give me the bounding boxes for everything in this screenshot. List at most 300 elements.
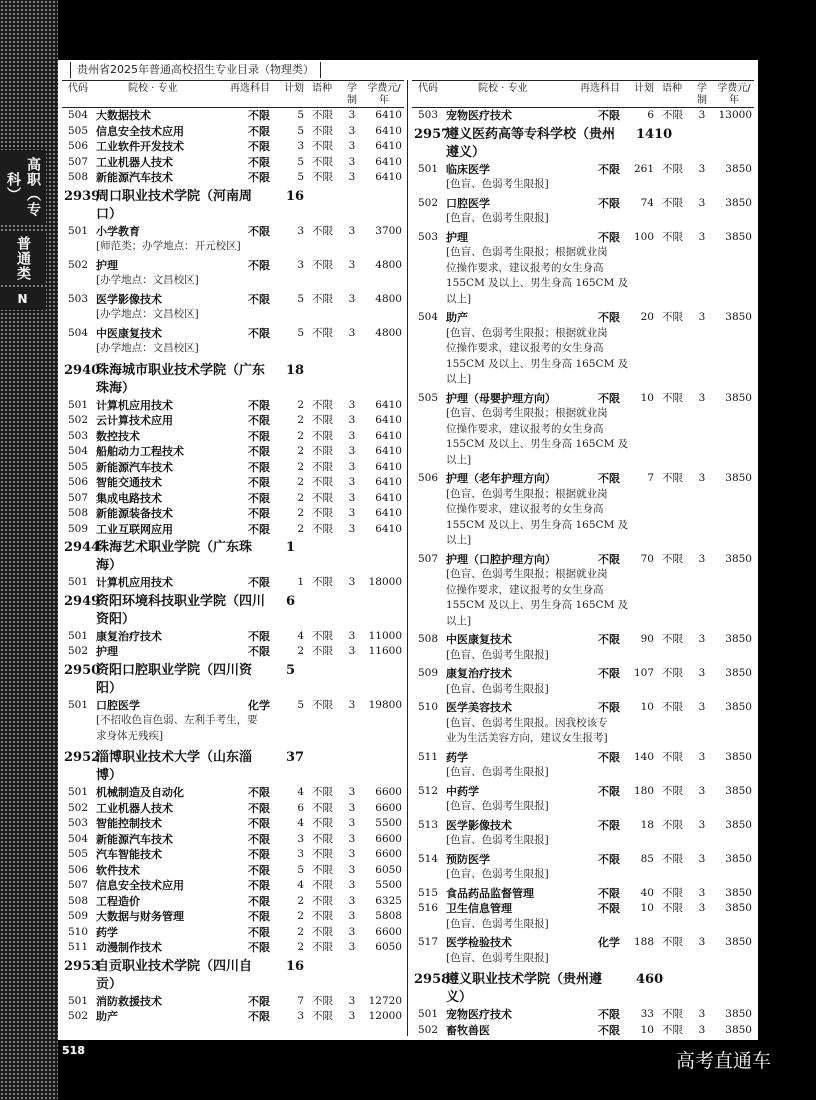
major-name: 助产 [446,311,468,324]
major-fee: 3700 [375,224,402,237]
major-name: 大数据技术 [96,109,151,122]
column-divider [407,80,408,1036]
major-language: 不限 [312,801,333,814]
header-code: 代码 [418,83,438,94]
major-code: 506 [418,472,439,484]
major-code: 507 [68,879,89,891]
major-language: 不限 [312,645,333,657]
major-name: 机械制造及自动化 [96,786,184,799]
major-code: 512 [418,784,439,797]
major-subject: 不限 [248,476,270,489]
major-plan: 85 [640,852,654,865]
major-language: 不限 [662,936,683,948]
column-header [412,80,754,108]
major-subject: 化学 [598,936,620,949]
school-code: 2949 [64,593,101,609]
major-system: 3 [698,750,706,763]
major-row [62,1009,404,1025]
major-code: 502 [68,258,89,271]
major-plan: 3 [297,832,304,845]
major-fee: 3850 [725,852,752,865]
major-note: 位操作要求，建议报考的女生身高 [446,261,604,274]
major-subject: 不限 [248,832,270,846]
major-subject: 不限 [248,140,270,153]
major-row [62,878,404,894]
major-language: 不限 [312,258,333,271]
major-code: 503 [68,817,89,829]
major-fee: 18000 [368,576,402,588]
major-fee: 5500 [375,817,402,829]
major-subject: 不限 [248,398,270,412]
header-plan: 计划 [284,83,304,94]
school-heading [62,186,404,224]
major-name: 药学 [96,925,118,939]
major-code: 504 [68,109,89,121]
school-name-cont: 阳） [96,680,123,696]
major-plan: 4 [297,879,304,891]
school-name: 淄博职业技术大学（山东淄 [96,750,253,765]
major-plan: 18 [640,818,654,831]
major-subject: 不限 [248,224,270,238]
major-note: [色盲、色弱考生限报] [446,917,549,930]
major-name: 智能交通技术 [96,476,162,489]
major-system: 3 [348,879,356,891]
school-code: 2944 [64,540,101,555]
major-name: 新能源汽车技术 [96,171,173,184]
major-code: 517 [418,936,439,948]
major-plan: 2 [297,925,304,938]
school-name-cont: 贡） [96,976,123,992]
major-system: 3 [348,155,356,168]
major-system: 3 [348,292,356,305]
major-code: 501 [68,698,89,711]
major-system: 3 [348,476,356,488]
major-fee: 3850 [725,784,752,797]
school-name: 珠海城市职业技术学院（广东 [96,362,266,378]
major-note: 求身体无残疾] [96,729,164,742]
major-fee: 6410 [375,140,402,152]
major-plan: 140 [634,750,655,763]
major-system: 3 [698,1023,706,1036]
major-name: 药学 [446,750,468,764]
major-subject: 不限 [598,886,620,900]
major-system: 3 [698,701,706,713]
major-row [412,1007,754,1023]
major-plan: 100 [634,230,655,243]
major-note: 位操作要求，建议报考的女生身高 [446,503,604,515]
major-language: 不限 [662,391,683,404]
major-system: 3 [698,162,706,175]
major-fee: 3850 [725,1008,752,1020]
major-note: [办学地点：文昌校区] [96,274,199,286]
right-entries [412,108,754,1038]
major-system: 3 [348,109,356,121]
major-name: 软件技术 [96,863,140,877]
major-row [412,750,754,766]
major-code: 509 [68,910,89,922]
major-name: 计算机应用技术 [96,576,173,589]
major-code: 508 [68,894,89,907]
major-plan: 6 [647,109,654,121]
major-language: 不限 [312,224,333,237]
major-subject: 不限 [248,491,270,505]
major-subject: 不限 [248,576,270,589]
major-code: 501 [418,1008,439,1020]
major-code: 504 [68,832,89,845]
school-name: 资阳环境科技职业学院（四川 [96,593,266,609]
page-number: 518 [62,1044,85,1057]
major-plan: 2 [297,460,304,473]
major-name: 汽车智能技术 [96,848,162,861]
major-system: 3 [348,491,356,504]
major-fee: 6600 [375,925,402,938]
major-row [412,818,754,834]
school-name: 遵义医药高等专科学校（贵州 [446,126,616,142]
major-note: 以上] [446,614,472,627]
major-row [62,108,404,124]
major-row [62,224,404,240]
major-system: 3 [348,910,356,922]
header-system: 学制 [697,83,707,106]
major-name: 工业软件开发技术 [96,140,184,153]
major-plan: 2 [297,910,304,922]
major-name: 康复治疗技术 [96,629,162,643]
major-name: 护理（老年护理方向） [446,472,556,485]
major-note: 155CM 及以上、男生身高 165CM 及 [446,518,629,531]
major-plan: 1 [297,576,304,588]
major-row [62,326,404,342]
school-heading [412,124,754,162]
major-system: 3 [348,326,356,339]
school-total-plan: 5 [286,662,296,678]
major-fee: 3850 [725,311,752,323]
major-code: 515 [418,886,439,899]
major-language: 不限 [662,633,683,645]
major-plan: 5 [297,124,304,137]
major-note: [师范类；办学地点：开元校区] [96,240,241,252]
major-fee: 4800 [375,258,402,271]
major-row [62,491,404,507]
major-plan: 7 [297,994,304,1007]
major-note: [办学地点：文昌校区] [96,308,199,320]
major-code: 511 [68,941,89,953]
major-subject: 不限 [598,109,620,122]
major-name: 宠物医疗技术 [446,1008,512,1021]
major-system: 3 [698,1008,706,1020]
major-code: 507 [68,155,89,168]
major-row [412,632,754,648]
major-language: 不限 [312,109,333,121]
major-language: 不限 [312,832,333,845]
major-plan: 4 [297,817,304,829]
major-row [62,429,404,445]
school-name: 资阳口腔职业学院（四川资 [96,662,253,678]
major-fee: 6410 [375,476,402,488]
major-system: 3 [698,391,706,404]
major-row [412,784,754,800]
major-name: 动漫制作技术 [96,941,162,954]
major-plan: 2 [297,491,304,504]
header-subject: 再选科目 [580,83,620,94]
major-fee: 4800 [375,292,402,305]
major-system: 3 [348,429,356,442]
major-system: 3 [348,817,356,829]
major-name: 助产 [96,1010,118,1023]
major-subject: 不限 [248,994,270,1008]
header-fee: 学费元/年 [367,83,401,106]
school-code: 2958 [414,972,451,987]
major-row [62,801,404,817]
major-row [412,886,754,902]
major-row [62,785,404,801]
major-plan: 2 [297,522,304,535]
major-row [62,460,404,476]
major-system: 3 [348,941,356,953]
major-subject: 不限 [248,801,270,815]
major-code: 501 [68,786,89,798]
school-heading [62,660,404,698]
school-code: 2957 [414,126,451,142]
school-total-plan: 1410 [636,126,673,142]
major-system: 3 [348,698,356,711]
major-subject: 不限 [248,894,270,908]
major-row [62,698,404,714]
major-code: 501 [68,629,89,642]
major-code: 502 [418,196,439,209]
major-plan: 3 [297,140,304,152]
major-language: 不限 [312,414,333,426]
major-plan: 10 [640,701,654,713]
major-plan: 188 [634,936,655,948]
major-code: 502 [418,1023,439,1036]
major-language: 不限 [662,667,683,679]
major-name: 宠物医疗技术 [446,109,512,122]
catalog-page [58,60,758,1040]
major-code: 503 [68,292,89,305]
major-subject: 不限 [248,445,270,458]
major-name: 工业互联网应用 [96,522,173,536]
side-tab-putong: 普通类 [0,232,46,284]
major-language: 不限 [312,398,333,411]
major-subject: 不限 [248,109,270,122]
major-row [62,816,404,832]
major-subject: 不限 [598,818,620,832]
major-plan: 5 [297,326,304,339]
major-row [62,444,404,460]
major-plan: 2 [297,445,304,457]
major-language: 不限 [312,292,333,305]
major-system: 3 [698,109,706,121]
major-row [62,155,404,171]
major-language: 不限 [312,698,333,711]
school-total-plan: 6 [286,593,296,609]
major-name: 中医康复技术 [446,633,512,646]
major-system: 3 [698,886,706,899]
major-language: 不限 [662,162,683,175]
major-name: 护理 [96,258,118,272]
major-subject: 不限 [598,472,620,485]
major-code: 501 [68,398,89,411]
major-row [62,994,404,1010]
major-code: 507 [418,552,439,565]
major-subject: 不限 [248,1010,270,1023]
major-fee: 3850 [725,886,752,899]
major-system: 3 [698,852,706,865]
major-name: 智能控制技术 [96,817,162,830]
side-tab-letter: N [0,288,46,310]
major-system: 3 [348,414,356,426]
school-name-cont: 义） [446,990,473,1005]
major-row [62,644,404,660]
major-code: 508 [418,633,439,645]
header-fee: 学费元/年 [717,83,751,106]
major-subject: 不限 [248,786,270,799]
major-code: 503 [418,230,439,243]
major-fee: 3850 [725,552,752,565]
major-plan: 5 [297,155,304,168]
major-language: 不限 [312,629,333,642]
major-subject: 不限 [248,155,270,169]
school-total-plan: 37 [286,750,305,765]
major-plan: 74 [640,196,654,209]
major-fee: 5500 [375,879,402,891]
major-row [412,108,754,124]
major-note: [色盲、色弱考生限报] [446,178,549,190]
school-name-cont: 博） [96,768,123,783]
major-row [412,471,754,487]
school-total-plan: 460 [636,972,664,987]
major-subject: 不限 [598,552,620,566]
major-fee: 3850 [725,818,752,831]
major-code: 510 [68,925,89,938]
major-subject: 不限 [598,852,620,866]
major-system: 3 [698,667,706,679]
major-note: 位操作要求，建议报考的女生身高 [446,583,604,596]
major-fee: 6410 [375,507,402,519]
school-total-plan: 16 [286,188,305,204]
major-fee: 12000 [368,1010,402,1022]
major-system: 3 [348,801,356,814]
school-code: 2939 [64,188,101,204]
major-language: 不限 [312,941,333,953]
major-subject: 不限 [248,817,270,830]
major-name: 云计算技术应用 [96,414,173,427]
major-row [62,475,404,491]
major-name: 口腔医学 [96,698,140,712]
major-row [62,575,404,591]
major-row [62,863,404,879]
major-row [412,1023,754,1039]
major-language: 不限 [312,848,333,860]
major-subject: 不限 [598,667,620,680]
major-name: 医学检验技术 [446,936,512,949]
school-name: 珠海艺术职业学院（广东珠 [96,540,253,555]
school-heading [62,591,404,629]
major-fee: 6410 [375,445,402,457]
major-fee: 3850 [725,230,752,243]
major-code: 502 [68,801,89,814]
major-note: [色盲、色弱考生限报] [446,951,549,964]
side-tab-gaozhi: 高职（专科） [0,150,46,224]
major-note: [色盲、色弱考生限报] [446,682,549,695]
major-code: 506 [68,140,89,152]
major-plan: 2 [297,894,304,907]
major-system: 3 [698,936,706,948]
major-code: 504 [68,445,89,457]
major-language: 不限 [312,894,333,907]
major-row [412,666,754,682]
major-subject: 不限 [248,941,270,954]
watermark-text: 高考直通车 [676,1050,772,1072]
major-language: 不限 [662,818,683,831]
major-row [412,552,754,568]
header-language: 语种 [662,83,682,94]
major-name: 护理 [446,230,468,244]
major-code: 516 [418,902,439,914]
major-language: 不限 [312,522,333,535]
major-name: 口腔医学 [446,196,490,210]
major-subject: 不限 [598,633,620,646]
major-row [62,170,404,186]
major-fee: 3850 [725,391,752,404]
school-code: 2950 [64,662,101,678]
major-subject: 不限 [248,925,270,939]
major-language: 不限 [662,311,683,323]
major-note: 155CM 及以上、男生身高 165CM 及 [446,277,629,289]
header-plan: 计划 [634,83,654,94]
major-system: 3 [348,398,356,411]
major-code: 503 [68,429,89,442]
major-note: 155CM 及以上、男生身高 165CM 及 [446,438,629,450]
major-row [62,124,404,140]
major-name: 工程造价 [96,894,140,908]
major-plan: 5 [297,171,304,183]
major-subject: 不限 [598,230,620,244]
major-row [62,894,404,910]
major-plan: 2 [297,476,304,488]
major-fee: 19800 [368,698,402,711]
major-language: 不限 [662,750,683,763]
major-note: [办学地点：文昌校区] [96,342,199,354]
major-subject: 不限 [248,460,270,474]
major-language: 不限 [312,1010,333,1022]
major-plan: 107 [634,667,655,679]
school-code: 2940 [64,362,101,378]
major-row [62,909,404,925]
major-language: 不限 [662,196,683,209]
major-note: [色盲、色弱考生限报] [446,800,549,812]
major-system: 3 [348,124,356,137]
major-language: 不限 [312,460,333,473]
major-system: 3 [348,786,356,798]
major-name: 小学教育 [96,224,140,238]
major-plan: 3 [297,848,304,860]
major-system: 3 [348,1010,356,1022]
major-fee: 6410 [375,429,402,442]
major-fee: 6410 [375,522,402,535]
major-code: 502 [68,1010,89,1022]
major-language: 不限 [662,1008,683,1020]
major-language: 不限 [312,171,333,183]
major-plan: 5 [297,292,304,305]
major-fee: 6410 [375,460,402,473]
major-fee: 6050 [375,941,402,953]
major-plan: 3 [297,1010,304,1022]
major-fee: 3850 [725,162,752,175]
major-name: 大数据与财务管理 [96,910,184,923]
major-code: 503 [418,109,439,121]
major-plan: 3 [297,258,304,271]
